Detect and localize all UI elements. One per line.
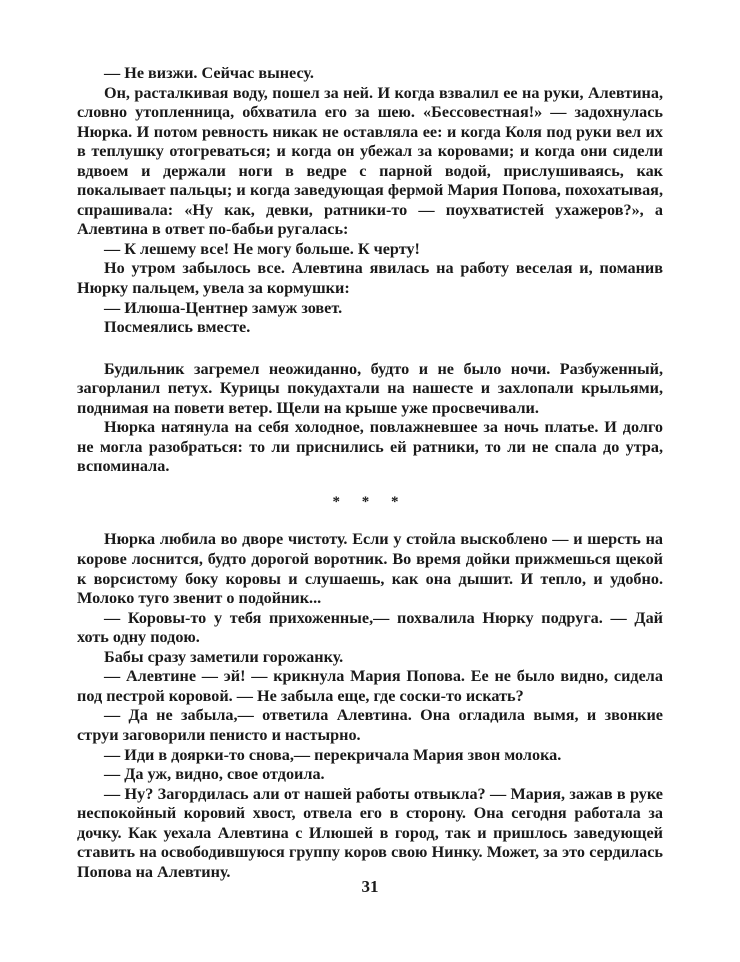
- paragraph: Он, расталкивая воду, пошел за ней. И когда взвалил ее на руки, Алевтина, словно утопленница, обхватила его за шею. «Бессовестная!» — задохнулась Нюрка. И потом ревность никак не оставляла ее: и когда Коля под руки вел их в теплушку отогреваться; и когда он убежал за коровами; и когда они сидели вдвоем и держали ноги в ведре с парной водой, прислушиваясь, как покалывает пальцы; и когда заведующая фермой Мария Попова, похохатывая, спрашивала: «Ну как, девки, ратники-то — поухватистей ухажеров?», а Алевтина в ответ по-бабьи ругалась:: [77, 83, 663, 239]
- book-page: [77, 64, 663, 882]
- paragraph: — Да уж, видно, свое отдоила.: [104, 765, 325, 784]
- paragraph: — Коровы-то у тебя прихоженные,— похвалила Нюрку подруга. — Дай хоть одну подою.: [77, 608, 663, 647]
- paragraph: — К лешему все! Не могу больше. К черту!: [104, 239, 420, 258]
- paragraph: — Ну? Загордилась али от нашей работы отвыкла? — Мария, зажав в руке неспокойный коровий хвост, отвела его в сторону. Она сегодня работала за дочку. Как уехала Алевтина с Илюшей в город, так и пришлось заведующей ставить на освободившуюся группу коров свою Нинку. Может, за это сердилась Попова на Алевтину.: [77, 784, 663, 881]
- paragraph: Бабы сразу заметили горожанку.: [104, 647, 344, 666]
- paragraph: — Иди в доярки-то снова,— перекричала Мария звон молока.: [104, 745, 562, 764]
- section-gap: [77, 338, 663, 360]
- section-separator: * * *: [332, 493, 408, 510]
- paragraph: Будильник загремел неожиданно, будто и не было ночи. Разбуженный, загорланил петух. Курицы покудахтали на нашесте и захлопали крыльями, поднимая на повети ветер. Щели на крыше уже просвечивали.: [77, 359, 663, 417]
- paragraph: — Не визжи. Сейчас вынесу.: [104, 64, 314, 82]
- paragraph: Нюрка натянула на себя холодное, повлажневшее за ночь платье. И долго не могла разобраться: то ли приснились ей ратники, то ли не спала до утра, вспоминала.: [77, 418, 663, 476]
- paragraph: Посмеялись вместе.: [104, 318, 251, 337]
- page-number: 31: [361, 877, 379, 896]
- paragraph: — Да не забыла,— ответила Алевтина. Она огладила вымя, и звонкие струи заговорили пенисто и настырно.: [77, 706, 663, 744]
- paragraph: — Илюша-Центнер замуж зовет.: [104, 298, 343, 317]
- paragraph: — Алевтине — эй! — крикнула Мария Попова. Ее не было видно, сидела под пестрой коровой. — Не забыла еще, где соски-то искать?: [77, 667, 663, 705]
- paragraph: Но утром забылось все. Алевтина явилась на работу веселая и, поманив Нюрку пальцем, увела за кормушки:: [77, 259, 663, 298]
- paragraph: Нюрка любила во дворе чистоту. Если у стойла выскоблено — и шерсть на корове лоснится, будто дорогой воротник. Во время дойки прижмешься щекой к ворсистому боку коровы и слушаешь, как она дышит. И тепло, и удобно. Молоко туго звенит о подойник...: [77, 530, 663, 608]
